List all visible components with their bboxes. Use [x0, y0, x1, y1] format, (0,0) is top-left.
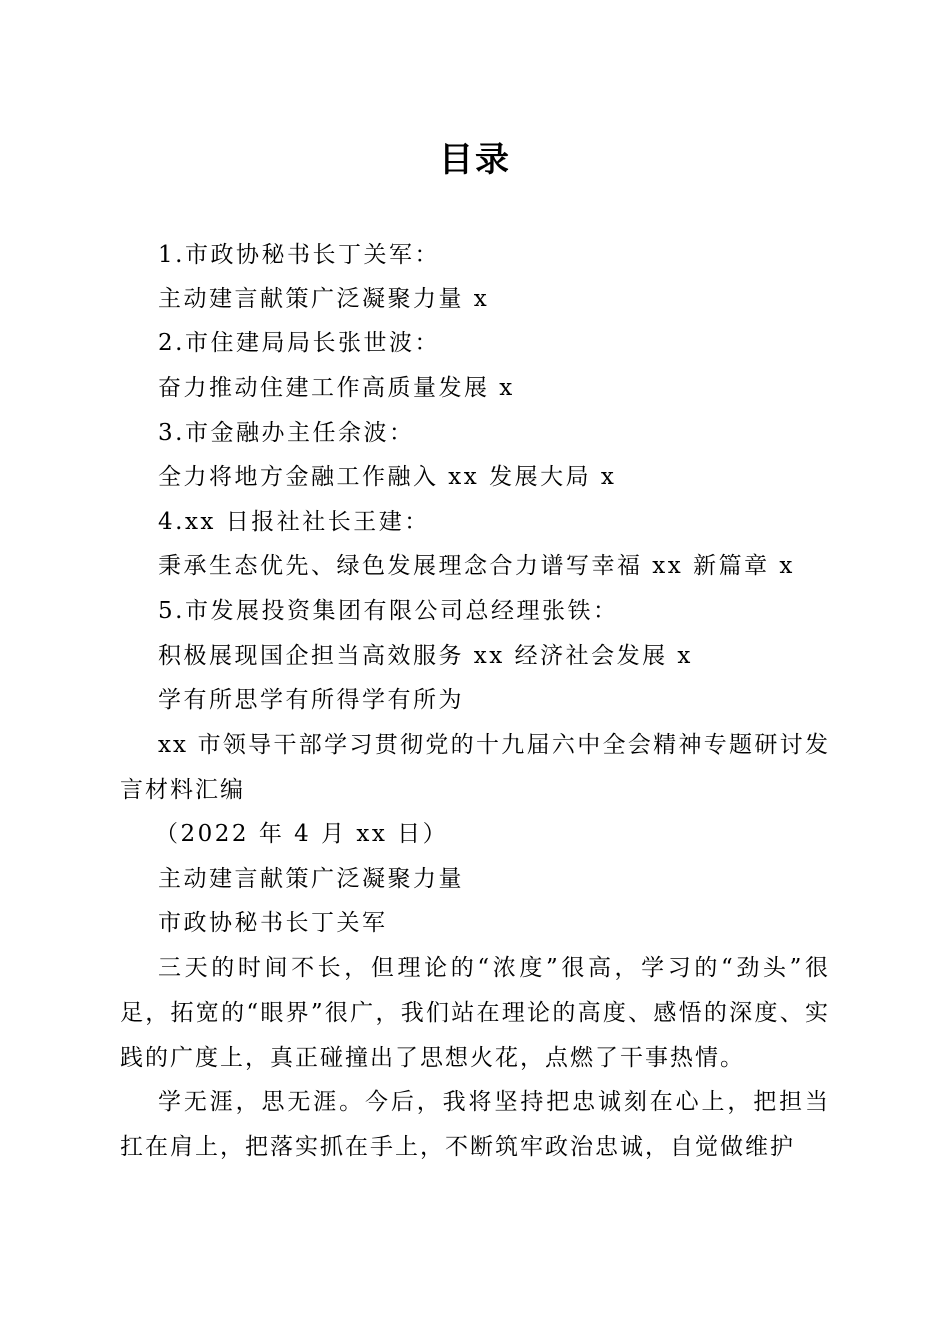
toc-entry-1: 主动建言献策广泛凝聚力量 x: [158, 286, 490, 312]
toc-heading-4: 4.xx 日报社社长王建：: [158, 509, 430, 535]
compilation-title: xx 市领导干部学习贯彻党的十九届六中全会精神专题研讨发言材料汇编: [120, 732, 830, 803]
toc-entry-4: 秉承生态优先、绿色发展理念合力谱写幸福 xx 新篇章 x: [158, 553, 795, 579]
toc-entry-2: 奋力推动住建工作高质量发展 x: [158, 375, 515, 401]
compilation-date: （2022 年 4 月 xx 日）: [155, 821, 449, 847]
toc-heading-5: 5.市发展投资集团有限公司总经理张铁：: [158, 598, 619, 624]
toc-entry-5: 积极展现国企担当高效服务 xx 经济社会发展 x: [158, 643, 693, 669]
toc-heading-3: 3.市金融办主任余波：: [158, 420, 415, 446]
article-author: 市政协秘书长丁关军: [158, 910, 388, 936]
slogan: 学有所思学有所得学有所为: [158, 687, 464, 713]
page-title: 目录: [439, 140, 511, 180]
toc-entry-3: 全力将地方金融工作融入 xx 发展大局 x: [158, 464, 617, 490]
toc-heading-1: 1.市政协秘书长丁关军：: [158, 242, 440, 268]
body-paragraph-1: 三天的时间不长，但理论的“浓度”很高，学习的“劲头”很足，拓宽的“眼界”很广，我们站在理论的高度、感悟的深度、实践的广度上，真正碰撞出了思想火花，点燃了干事热情。: [120, 955, 830, 1071]
toc-heading-2: 2.市住建局局长张世波：: [158, 330, 440, 356]
body-paragraph-2: 学无涯，思无涯。今后，我将坚持把忠诚刻在心上，把担当扛在肩上，把落实抓在手上，不断筑牢政治忠诚，自觉做维护: [120, 1089, 830, 1160]
article-title: 主动建言献策广泛凝聚力量: [158, 866, 464, 892]
